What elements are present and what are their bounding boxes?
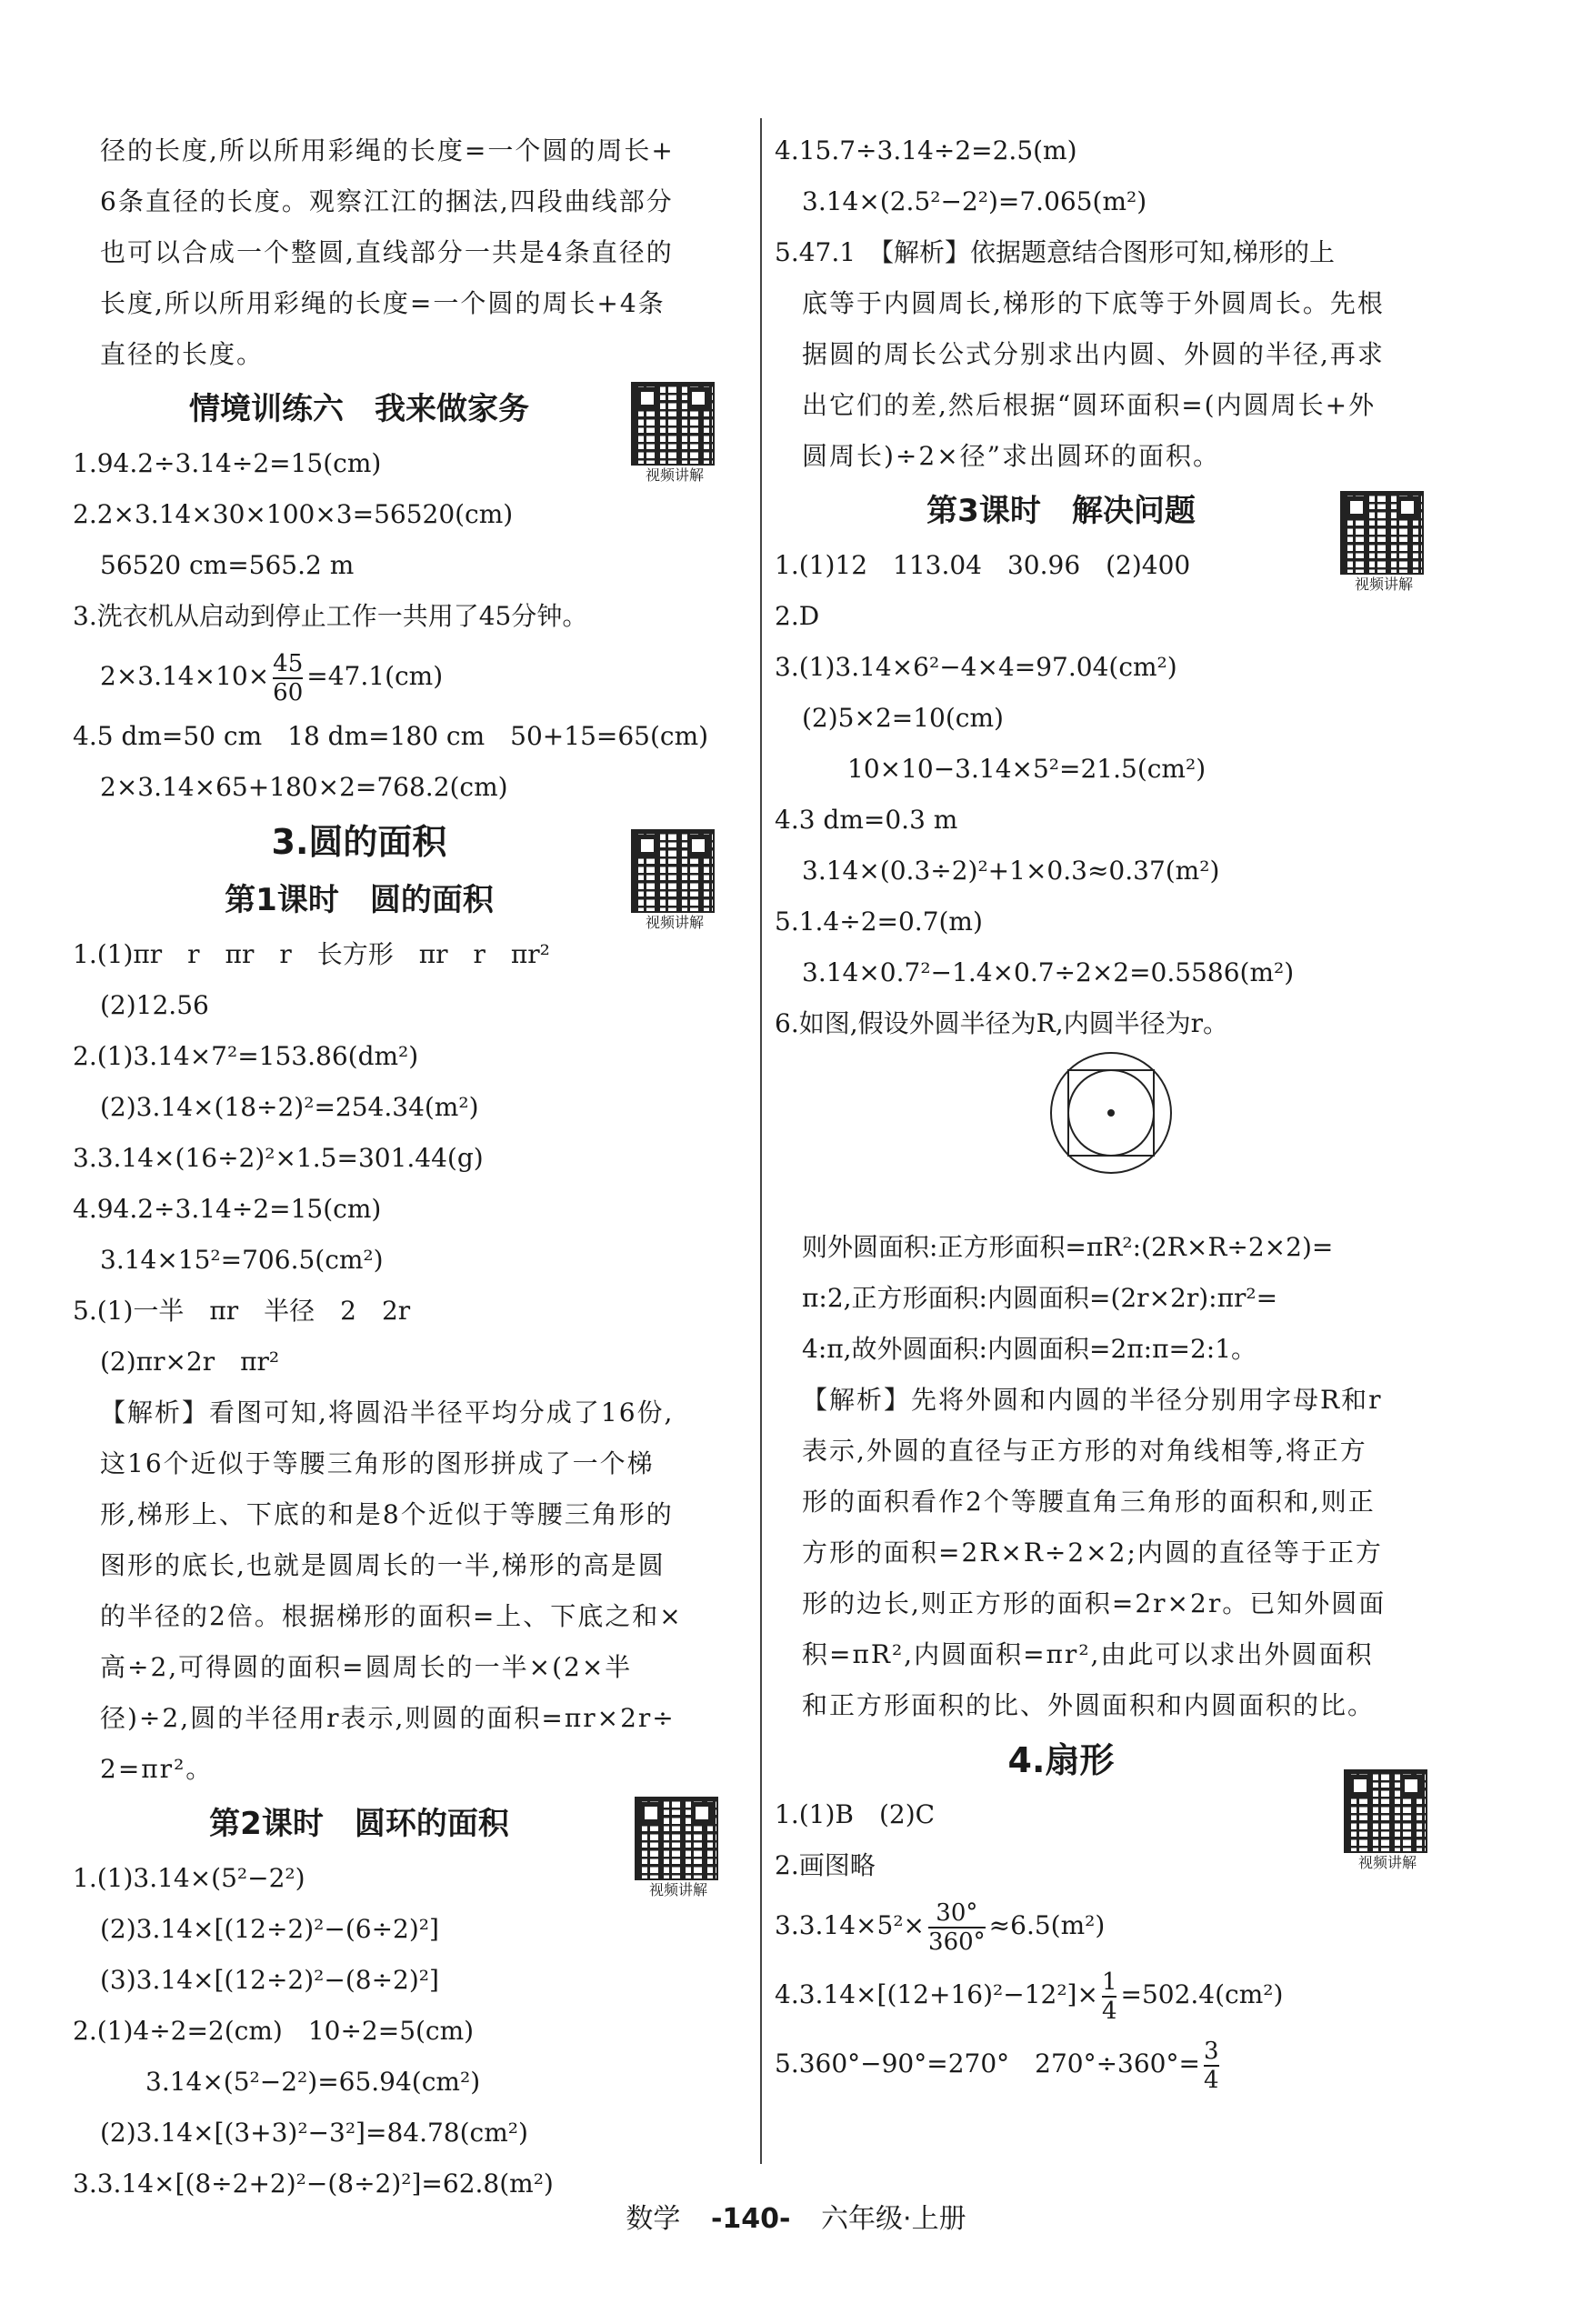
- qr-code-situation-six[interactable]: [631, 382, 718, 486]
- answer-line: 3.14×(2.5²−2²)=7.065(m²): [802, 186, 1147, 216]
- lesson-title-3: 第3课时 解决问题: [926, 493, 1196, 529]
- qr-code-lesson-3[interactable]: [1340, 491, 1427, 595]
- analysis-line: 方形的面积=2R×R÷2×2;内圆的直径等于正方: [802, 1538, 1383, 1568]
- analysis-line: 积=πR²,内圆面积=πr²,由此可以求出外圆面积: [802, 1639, 1374, 1669]
- chapter-title-circle-area: 3.圆的面积: [271, 822, 447, 862]
- analysis-line: 表示,外圆的直径与正方形的对角线相等,将正方: [802, 1436, 1367, 1466]
- fraction-denominator: 4: [1203, 2066, 1219, 2094]
- answer-line: 1.(1)3.14×(5²−2²): [73, 1863, 305, 1893]
- qr-code-icon: [1340, 491, 1424, 575]
- intro-line: 径的长度,所以所用彩绳的长度=一个圆的周长+: [100, 135, 675, 165]
- analysis-line: 2=πr²。: [100, 1754, 214, 1784]
- answer-line: 1.(1)B (2)C: [775, 1799, 936, 1829]
- fraction-denominator: 4: [1101, 1997, 1117, 2025]
- analysis-line: 【解析】看图可知,将圆沿半径平均分成了16份,: [100, 1397, 675, 1427]
- qr-code-lesson-1[interactable]: [631, 829, 718, 933]
- circle-square-figure: [775, 1049, 1429, 1222]
- qr-code-sector[interactable]: [1344, 1769, 1431, 1873]
- footer-subject: 数学: [626, 2203, 681, 2235]
- intro-line: 也可以合成一个整圆,直线部分一共是4条直径的: [100, 237, 674, 267]
- expr-pre: 4.3.14×[(12+16)²−12²]×: [775, 1979, 1098, 2009]
- answer-line: 3.14×0.7²−1.4×0.7÷2×2=0.5586(m²): [802, 957, 1295, 987]
- analysis-line: 形的边长,则正方形的面积=2r×2r。已知外圆面: [802, 1588, 1387, 1618]
- answer-line: 1.94.2÷3.14÷2=15(cm): [73, 448, 382, 478]
- answer-line: 4.3 dm=0.3 m: [775, 805, 958, 835]
- answer-line: (2)3.14×[(12÷2)²−(6÷2)²]: [100, 1914, 439, 1944]
- analysis-line: 底等于内圆周长,梯形的下底等于外圆周长。先根: [802, 288, 1385, 318]
- right-column: [775, 125, 1429, 2099]
- answer-line-fraction: [775, 2029, 1429, 2099]
- analysis-line: 径)÷2,圆的半径用r表示,则圆的面积=πr×2r÷: [100, 1703, 676, 1733]
- answer-line: 4.15.7÷3.14÷2=2.5(m): [775, 135, 1077, 165]
- analysis-line: 【解析】先将外圆和内圆的半径分别用字母R和r: [802, 1385, 1383, 1415]
- answer-line-fraction: [775, 1891, 1429, 1960]
- answer-line: 1.(1)πr r πr r 长方形 πr r πr²: [73, 939, 550, 969]
- expr-pre: 3.3.14×5²×: [775, 1910, 926, 1940]
- page-number: -140-: [710, 2203, 791, 2235]
- chapter-title-sector: 4.扇形: [1007, 1740, 1115, 1780]
- analysis-line: 图形的底长,也就是圆周长的一半,梯形的高是圆: [100, 1550, 666, 1580]
- qr-label: 视频讲解: [1357, 1854, 1417, 1871]
- fraction-numerator: 3: [1203, 2037, 1219, 2065]
- analysis-line: 和正方形面积的比、外圆面积和内圆面积的比。: [802, 1690, 1376, 1720]
- answer-line: 4.5 dm=50 cm 18 dm=180 cm 50+15=65(cm): [73, 721, 709, 751]
- answer-line: 3.3.14×(16÷2)²×1.5=301.44(g): [73, 1143, 484, 1173]
- answer-line: 3.14×(5²−2²)=65.94(cm²): [145, 2067, 481, 2097]
- page-footer: [0, 2196, 1592, 2236]
- answer-line: 4.94.2÷3.14÷2=15(cm): [73, 1194, 382, 1224]
- answer-line-fraction: [73, 642, 727, 711]
- answer-line: 3.14×(0.3÷2)²+1×0.3≈0.37(m²): [802, 856, 1220, 886]
- fraction-denominator: 60: [273, 678, 304, 706]
- qr-code-icon: [631, 829, 715, 913]
- lesson-title-1: 第1课时 圆的面积: [225, 882, 494, 918]
- fraction: [1204, 2038, 1219, 2094]
- intro-line: 6条直径的长度。观察江江的捆法,四段曲线部分: [100, 186, 674, 216]
- answer-line: 3.(1)3.14×6²−4×4=97.04(cm²): [775, 652, 1177, 682]
- answer-line: (3)3.14×[(12÷2)²−(8÷2)²]: [100, 1965, 439, 1995]
- answer-line: 5.1.4÷2=0.7(m): [775, 907, 983, 937]
- analysis-line: 形,梯形上、下底的和是8个近似于等腰三角形的: [100, 1499, 674, 1529]
- qr-label: 视频讲解: [645, 466, 704, 484]
- qr-code-icon: [631, 382, 715, 466]
- lesson-title-2: 第2课时 圆环的面积: [209, 1806, 509, 1842]
- analysis-line: 圆周长)÷2×径”求出圆环的面积。: [802, 441, 1220, 471]
- answer-line: 则外圆面积:正方形面积=πR²:(2R×R÷2×2)=: [802, 1232, 1334, 1262]
- footer-grade: 六年级·上册: [821, 2203, 966, 2235]
- answer-line: (2)3.14×(18÷2)²=254.34(m²): [100, 1092, 479, 1122]
- analysis-line: 出它们的差,然后根据“圆环面积=(内圆周长+外: [802, 390, 1377, 420]
- answer-line: 2.(1)4÷2=2(cm) 10÷2=5(cm): [73, 2016, 475, 2046]
- answer-line: (2)5×2=10(cm): [802, 703, 1004, 733]
- answer-line: 2.D: [775, 601, 820, 631]
- qr-code-lesson-2[interactable]: [635, 1797, 722, 1900]
- answer-line: 2×3.14×65+180×2=768.2(cm): [100, 772, 508, 802]
- qr-code-icon: [1344, 1769, 1427, 1853]
- fraction: [928, 1899, 986, 1956]
- expr-post: =47.1(cm): [306, 661, 444, 691]
- intro-line: 长度,所以所用彩绳的长度=一个圆的周长+4条: [100, 288, 666, 318]
- answer-line: (2)3.14×[(3+3)²−3²]=84.78(cm²): [100, 2118, 528, 2148]
- answer-line: (2)πr×2r πr²: [100, 1347, 280, 1377]
- answer-line: 4:π,故外圆面积:内圆面积=2π:π=2:1。: [802, 1334, 1257, 1364]
- qr-code-icon: [635, 1797, 718, 1880]
- fraction: [1102, 1968, 1117, 2025]
- answer-line: 3.3.14×[(8÷2+2)²−(8÷2)²]=62.8(m²): [73, 2169, 554, 2199]
- analysis-line: 高÷2,可得圆的面积=圆周长的一半×(2×半: [100, 1652, 633, 1682]
- expr-post: =502.4(cm²): [1120, 1979, 1284, 2009]
- answer-line: 2.2×3.14×30×100×3=56520(cm): [73, 499, 514, 529]
- left-column: [73, 125, 727, 2209]
- answer-line: 6.如图,假设外圆半径为R,内圆半径为r。: [775, 1008, 1228, 1038]
- analysis-line: 这16个近似于等腰三角形的图形拼成了一个梯: [100, 1448, 655, 1478]
- answer-line: 3.洗衣机从启动到停止工作一共用了45分钟。: [73, 601, 588, 631]
- answer-line: 10×10−3.14×5²=21.5(cm²): [847, 754, 1207, 784]
- section-title-situation-six: 情境训练六 我来做家务: [189, 391, 529, 427]
- qr-label: 视频讲解: [648, 1881, 707, 1898]
- fraction-numerator: 30°: [936, 1898, 978, 1927]
- expr-pre: 2×3.14×10×: [100, 661, 270, 691]
- expr-pre: 5.360°−90°=270° 270°÷360°=: [775, 2049, 1200, 2079]
- intro-line: 直径的长度。: [100, 339, 265, 369]
- fraction: [273, 650, 303, 706]
- analysis-line: 形的面积看作2个等腰直角三角形的面积和,则正: [802, 1487, 1376, 1517]
- answer-line: 1.(1)12 113.04 30.96 (2)400: [775, 550, 1191, 580]
- answer-line: (2)12.56: [100, 990, 209, 1020]
- answer-line: 3.14×15²=706.5(cm²): [100, 1245, 384, 1275]
- answer-line: 2.(1)3.14×7²=153.86(dm²): [73, 1041, 419, 1071]
- analysis-line: 的半径的2倍。根据梯形的面积=上、下底之和×: [100, 1601, 683, 1631]
- answer-line: π:2,正方形面积:内圆面积=(2r×2r):πr²=: [802, 1283, 1278, 1313]
- expr-post: ≈6.5(m²): [988, 1910, 1106, 1940]
- figure-svg: [1047, 1049, 1175, 1177]
- fraction-numerator: 45: [273, 649, 304, 677]
- analysis-line: 据圆的周长公式分别求出内圆、外圆的半径,再求: [802, 339, 1385, 369]
- fraction-numerator: 1: [1101, 1968, 1117, 1996]
- qr-label: 视频讲解: [645, 914, 704, 931]
- answer-line-fraction: [775, 1960, 1429, 2029]
- column-divider: [760, 118, 762, 2164]
- answer-line: 56520 cm=565.2 m: [100, 550, 355, 580]
- answer-line: 5.(1)一半 πr 半径 2 2r: [73, 1296, 411, 1326]
- answer-line: 5.47.1 【解析】依据题意结合图形可知,梯形的上: [775, 237, 1335, 267]
- fraction-denominator: 360°: [928, 1928, 986, 1956]
- qr-label: 视频讲解: [1354, 576, 1413, 593]
- answer-line: 2.画图略: [775, 1850, 876, 1880]
